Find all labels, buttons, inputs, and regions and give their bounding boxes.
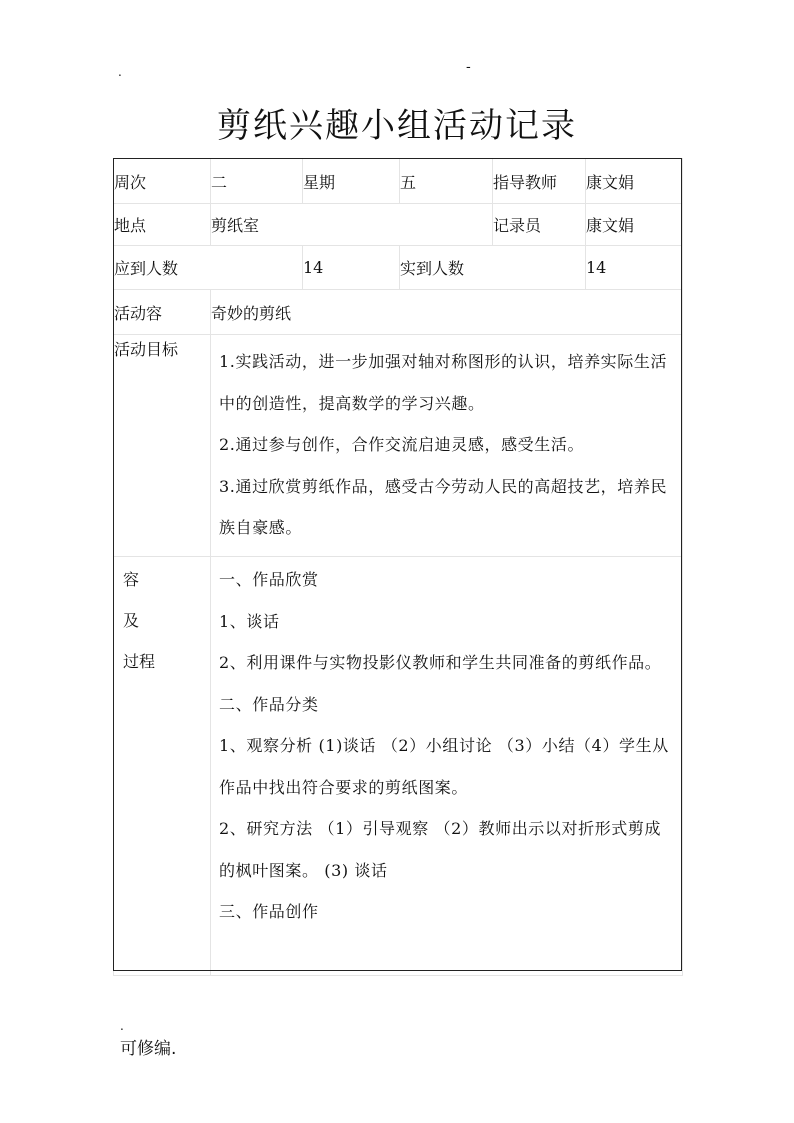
process-line: 1、观察分析 (1)谈话 （2）小组讨论 （3）小结（4）学生从作品中找出符合要求的剪纸图案。: [219, 736, 669, 797]
day-label: 星期: [303, 159, 400, 204]
footer-text: 可修编.: [120, 1039, 177, 1059]
goal-item: 3.通过欣赏剪纸作品，感受古今劳动人民的高超技艺，培养民族自豪感。: [219, 476, 668, 537]
table-row: [114, 335, 683, 557]
process-label-line: 容: [123, 570, 140, 589]
table-row: [114, 290, 683, 335]
process-line: 一、作品欣赏: [219, 570, 319, 589]
table-row: [114, 204, 683, 246]
table-row: [114, 246, 683, 290]
process-line: 2、研究方法 （1）引导观察 （2）教师出示以对折形式剪成的枫叶图案。 (3) 谈话: [219, 819, 662, 880]
header-dash: -: [466, 59, 471, 75]
process-line: 2、利用课件与实物投影仪教师和学生共同准备的剪纸作品。: [219, 653, 662, 672]
teacher-value: 康文娟: [586, 159, 683, 204]
goal-item: 1.实践活动，进一步加强对轴对称图形的认识，培养实际生活中的创造性，提高数学的学习兴趣。: [219, 352, 668, 413]
place-label: 地点: [114, 204, 211, 246]
header-dot: .: [118, 65, 122, 79]
goals-cell: [211, 335, 683, 557]
process-label: [114, 557, 211, 976]
recorder-value: 康文娟: [586, 204, 683, 246]
table-row: [114, 557, 683, 976]
actual-count-value: 14: [586, 246, 683, 290]
expected-count-value: 14: [303, 246, 400, 290]
activity-record-table: [113, 158, 683, 976]
goal-item: 2.通过参与创作，合作交流启迪灵感，感受生活。: [219, 435, 585, 454]
process-cell: [211, 557, 683, 976]
table-row: [114, 159, 683, 204]
actual-count-label: 实到人数: [400, 246, 586, 290]
footer-dot: .: [120, 1019, 124, 1033]
recorder-label: 记录员: [493, 204, 586, 246]
document-title: 剪纸兴趣小组活动记录: [217, 106, 577, 146]
week-value: 二: [211, 159, 303, 204]
process-label-line: 过程: [123, 652, 156, 671]
content-label: 活动容: [114, 290, 211, 335]
content-value: 奇妙的剪纸: [211, 290, 683, 335]
process-line: 二、作品分类: [219, 694, 319, 714]
process-label-line: 及: [123, 611, 140, 630]
goals-label: 活动目标: [114, 335, 211, 557]
process-line: 1、谈话: [219, 611, 280, 631]
place-value: 剪纸室: [211, 204, 493, 246]
process-line: 三、作品创作: [219, 902, 319, 921]
day-value: 五: [400, 159, 493, 204]
teacher-label: 指导教师: [493, 159, 586, 204]
expected-count-label: 应到人数: [114, 246, 303, 290]
week-label: 周次: [114, 159, 211, 204]
